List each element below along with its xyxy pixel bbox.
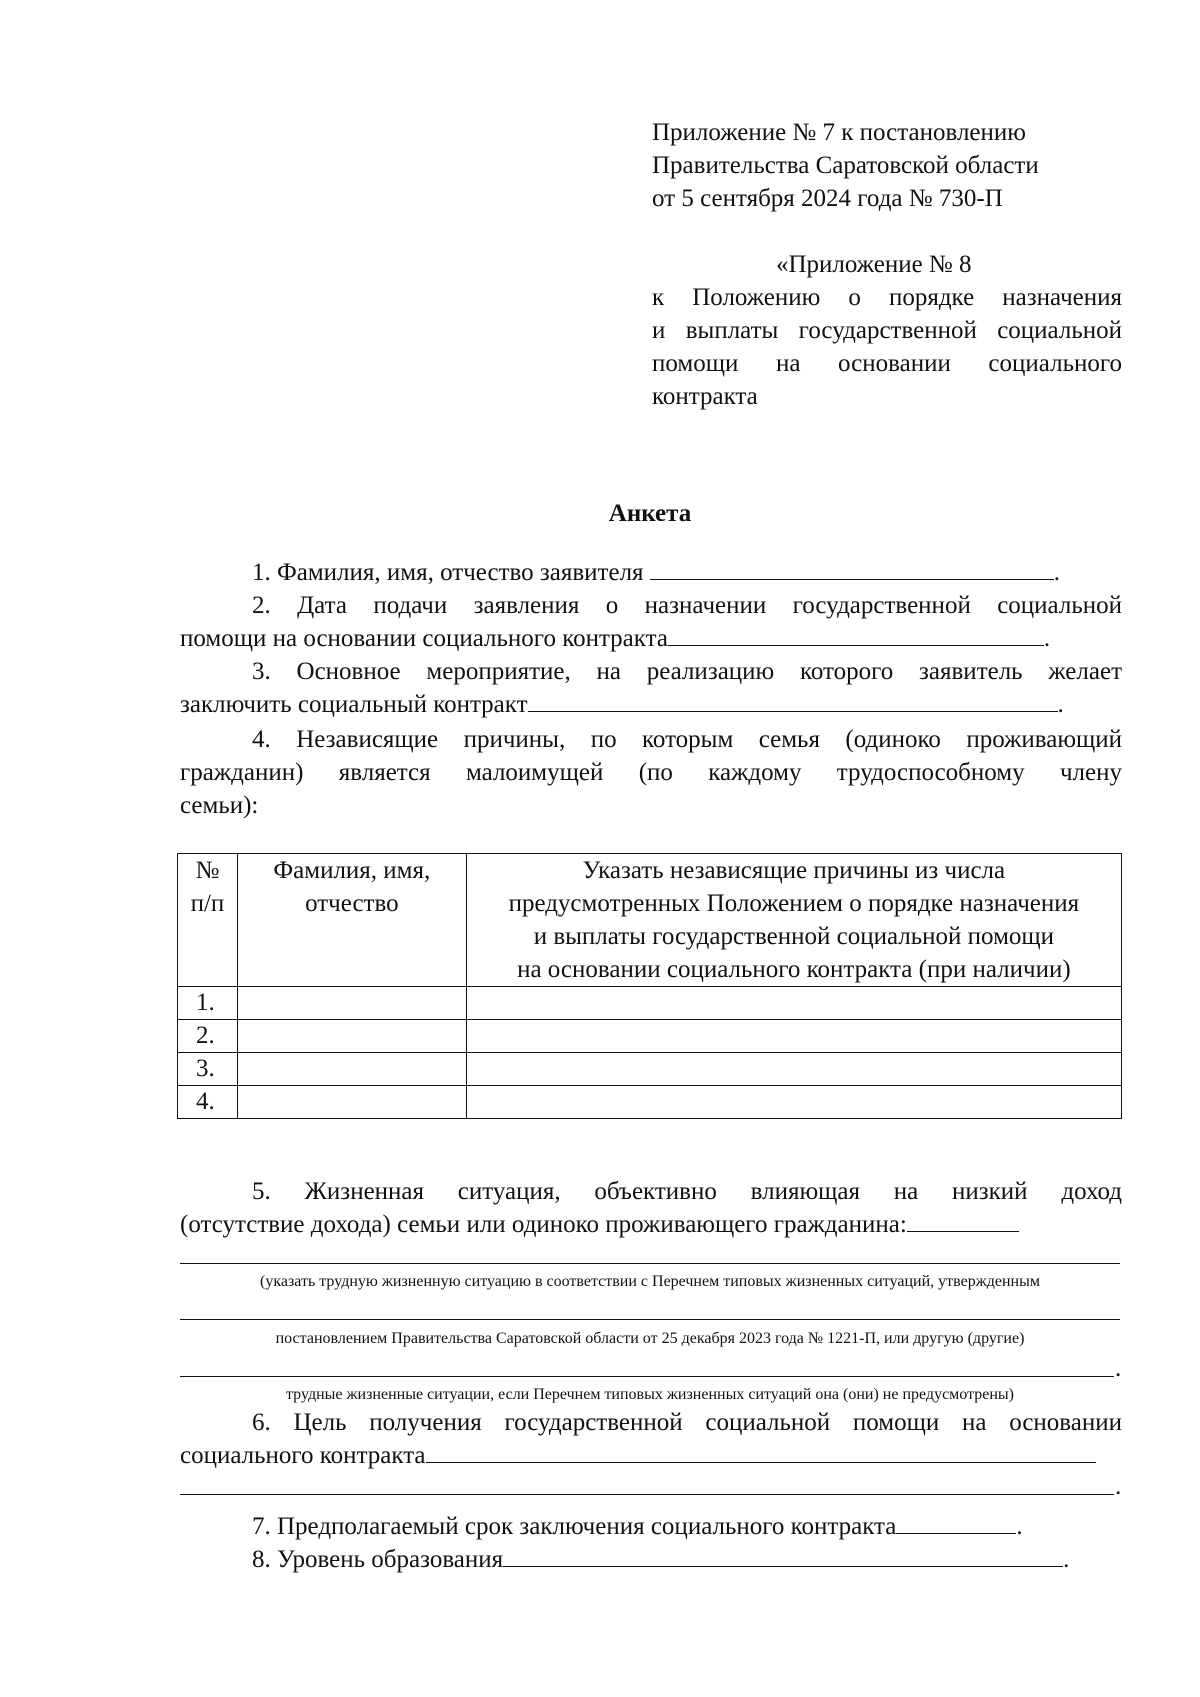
row-reason-cell[interactable] [466,1020,1121,1053]
row-name-cell[interactable] [237,1020,466,1053]
item-5-line-2 [180,1208,1019,1241]
row-reason-cell[interactable] [466,1086,1121,1119]
header-number: № п/п [178,854,238,987]
item-6-label: социального контракта [180,1442,426,1469]
item-3-label: заключить социальный контракт [180,691,528,718]
appendix-line-3: и выплаты государственной социальной [652,317,1122,344]
life-situation-field-start[interactable] [907,1209,1019,1232]
item-5-dot: . [1115,1355,1122,1382]
item-7 [252,1510,1023,1543]
appendix-line-5: контракта [652,383,758,410]
row-number: 4. [178,1086,238,1119]
row-number: 3. [178,1053,238,1086]
item-2-label: помощи на основании социального контракта [180,625,668,652]
item-3-line-1: 3. Основное мероприятие, на реализацию которого заявитель желает [252,658,1122,685]
row-reason-cell[interactable] [466,987,1121,1020]
item-4-line-1: 4. Независящие причины, по которым семья (одиноко проживающий [252,726,1122,753]
item-8-dot: . [1063,1546,1070,1573]
row-number: 1. [178,987,238,1020]
item-2-line-2 [180,622,1050,655]
appendix-line-1: «Приложение № 8 [776,251,972,278]
row-reason-cell[interactable] [466,1053,1121,1086]
header-line-2: Правительства Саратовской области [652,152,1039,179]
reasons-table [177,853,1122,1119]
applicant-name-field[interactable] [650,557,1054,580]
item-7-label: 7. Предполагаемый срок заключения социального контракта [252,1513,897,1540]
item-5-label: (отсутствие дохода) семьи или одиноко проживающего гражданина: [180,1211,907,1238]
header-line-3: от 5 сентября 2024 года № 730-П [652,185,1003,212]
header-full-name: Фамилия, имя, отчество [237,854,466,987]
item-2-dot: . [1043,625,1051,652]
item-8-label: 8. Уровень образования [252,1546,504,1573]
table-row [178,987,1122,1020]
note-3: трудные жизненные ситуации, если Перечнем типовых жизненных ситуаций она (они) не предусмотрены) [285,1386,1015,1403]
goal-field[interactable] [426,1440,1096,1463]
table-row [178,1020,1122,1053]
item-6-dot: . [1115,1473,1122,1500]
table-row [178,1086,1122,1119]
item-6-line-2 [180,1439,1096,1472]
item-5-line-1: 5. Жизненная ситуация, объективно влияющая на низкий доход [252,1178,1122,1205]
item-1 [252,556,1060,589]
note-1: (указать трудную жизненную ситуацию в соответствии с Перечнем типовых жизненных ситуаций, утвержденным [259,1273,1040,1290]
row-name-cell[interactable] [237,1086,466,1119]
row-number: 2. [178,1020,238,1053]
form-title: Анкета [608,500,692,527]
appendix-line-4: помощи на основании социального [652,350,1122,377]
main-activity-field[interactable] [528,689,1058,712]
note-2: постановлением Правительства Саратовской области от 25 декабря 2023 года № 1221-П, или другую (другие) [275,1330,1025,1347]
item-3-line-2 [180,688,1064,721]
item-8 [252,1543,1069,1576]
contract-term-field[interactable] [896,1511,1016,1534]
education-level-field[interactable] [503,1544,1063,1567]
item-7-dot: . [1016,1513,1023,1540]
life-situation-line-1[interactable] [180,1263,1120,1264]
item-1-label: 1. Фамилия, имя, отчество заявителя [252,559,644,586]
header-reasons: Указать независящие причины из числа предусмотренных Положением о порядке назначения и выплаты государственной социальной помощи на основании социального контракта (при наличии) [466,854,1121,987]
header-line-1: Приложение № 7 к постановлению [652,119,1026,146]
row-name-cell[interactable] [237,987,466,1020]
life-situation-line-3[interactable] [180,1376,1114,1377]
item-3-dot: . [1057,691,1064,718]
appendix-line-2: к Положению о порядке назначения [652,284,1122,311]
table-row [178,1053,1122,1086]
item-2-line-1: 2. Дата подачи заявления о назначении государственной социальной [252,592,1122,619]
item-4-line-3: семьи): [180,792,259,819]
application-date-field[interactable] [668,623,1044,646]
item-1-dot: . [1053,559,1061,586]
item-4-line-2: гражданин) является малоимущей (по каждому трудоспособному члену [180,759,1122,786]
row-name-cell[interactable] [237,1053,466,1086]
life-situation-line-2[interactable] [180,1319,1120,1320]
table-header-row [178,854,1122,987]
item-6-line-1: 6. Цель получения государственной социальной помощи на основании [252,1409,1122,1436]
goal-line-2[interactable] [180,1494,1114,1495]
